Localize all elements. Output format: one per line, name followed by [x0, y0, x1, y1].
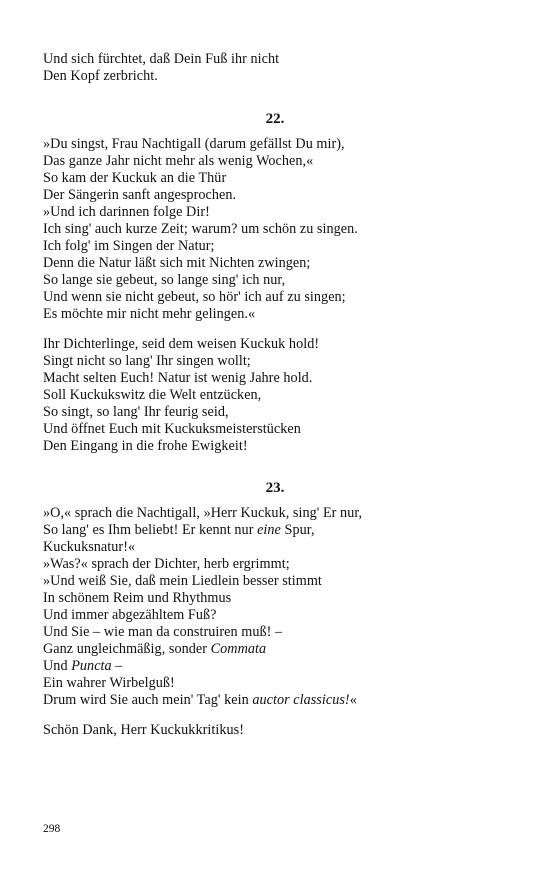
verse-line: Denn die Natur läßt sich mit Nichten zwingen; — [43, 255, 311, 271]
poem-23-closing — [43, 722, 513, 739]
verse-line: Es möchte mir nicht mehr gelingen.« — [43, 306, 256, 322]
verse-line: Kuckuksnatur!« — [43, 539, 136, 555]
poem-number-22: 22. — [265, 111, 285, 127]
poem-23-stanza-1 — [43, 505, 513, 709]
verse-line: In schönem Reim und Rhythmus — [43, 590, 232, 606]
verse-emphasis: Puncta — [71, 658, 112, 674]
verse-line: Ich folg' im Singen der Natur; — [43, 238, 215, 254]
verse-text: So lang' es Ihm beliebt! Er kennt nur — [43, 522, 258, 538]
verse-text: « — [349, 692, 357, 708]
verse-text: Und — [43, 658, 72, 674]
verse-line: »Was?« sprach der Dichter, herb ergrimmt; — [43, 556, 290, 572]
verse-line: »Und weiß Sie, daß mein Liedlein besser stimmt — [43, 573, 322, 589]
verse-line: Das ganze Jahr nicht mehr als wenig Wochen,« — [43, 153, 314, 169]
verse-text: Spur, — [280, 522, 315, 538]
verse-line: Und immer abgezähltem Fuß? — [43, 607, 217, 623]
verse-line: So lange sie gebeut, so lange sing' ich nur, — [43, 272, 286, 288]
verse-text: Ganz ungleichmäßig, sonder — [43, 641, 211, 657]
verse-line: Und öffnet Euch mit Kuckuksmeisterstücken — [43, 421, 301, 437]
verse-line: Schön Dank, Herr Kuckukkritikus! — [43, 722, 244, 738]
poem-22-stanza-2 — [43, 336, 513, 455]
verse-line: So singt, so lang' Ihr feurig seid, — [43, 404, 229, 420]
page-number: 298 — [43, 823, 61, 835]
poem-number-23: 23. — [265, 480, 285, 496]
verse-line: Singt nicht so lang' Ihr singen wollt; — [43, 353, 251, 369]
verse-line: So kam der Kuckuk an die Thür — [43, 170, 227, 186]
verse-emphasis: eine — [257, 522, 281, 538]
continuation-stanza — [43, 51, 513, 85]
verse-emphasis: Commata — [210, 641, 267, 657]
verse-line: »O,« sprach die Nachtigall, »Herr Kuckuk, sing' Er nur, — [43, 505, 363, 521]
verse-text: Drum wird Sie auch mein' Tag' kein — [43, 692, 253, 708]
verse-line: Macht selten Euch! Natur ist wenig Jahre hold. — [43, 370, 313, 386]
verse-line: Und Sie – wie man da construiren muß! – — [43, 624, 283, 640]
verse-line: Den Kopf zerbricht. — [43, 68, 158, 84]
verse-line: »Du singst, Frau Nachtigall (darum gefällst Du mir), — [43, 136, 345, 152]
verse-line: Ein wahrer Wirbelguß! — [43, 675, 175, 691]
verse-line: Ich sing' auch kurze Zeit; warum? um schön zu singen. — [43, 221, 358, 237]
verse-line: Soll Kuckukswitz die Welt entzücken, — [43, 387, 262, 403]
verse-line: Der Sängerin sanft angesprochen. — [43, 187, 237, 203]
verse-line: Den Eingang in die frohe Ewigkeit! — [43, 438, 248, 454]
verse-line: Ihr Dichterlinge, seid dem weisen Kuckuk hold! — [43, 336, 320, 352]
verse-line — [43, 522, 513, 539]
verse-line: Und wenn sie nicht gebeut, so hör' ich auf zu singen; — [43, 289, 346, 305]
verse-line — [43, 658, 513, 675]
verse-text: – — [111, 658, 123, 674]
verse-line — [43, 692, 513, 709]
verse-emphasis: auctor classicus! — [252, 692, 350, 708]
verse-line: Und sich fürchtet, daß Dein Fuß ihr nicht — [43, 51, 280, 67]
verse-line — [43, 641, 513, 658]
poem-22-stanza-1 — [43, 136, 513, 323]
verse-line: »Und ich darinnen folge Dir! — [43, 204, 210, 220]
